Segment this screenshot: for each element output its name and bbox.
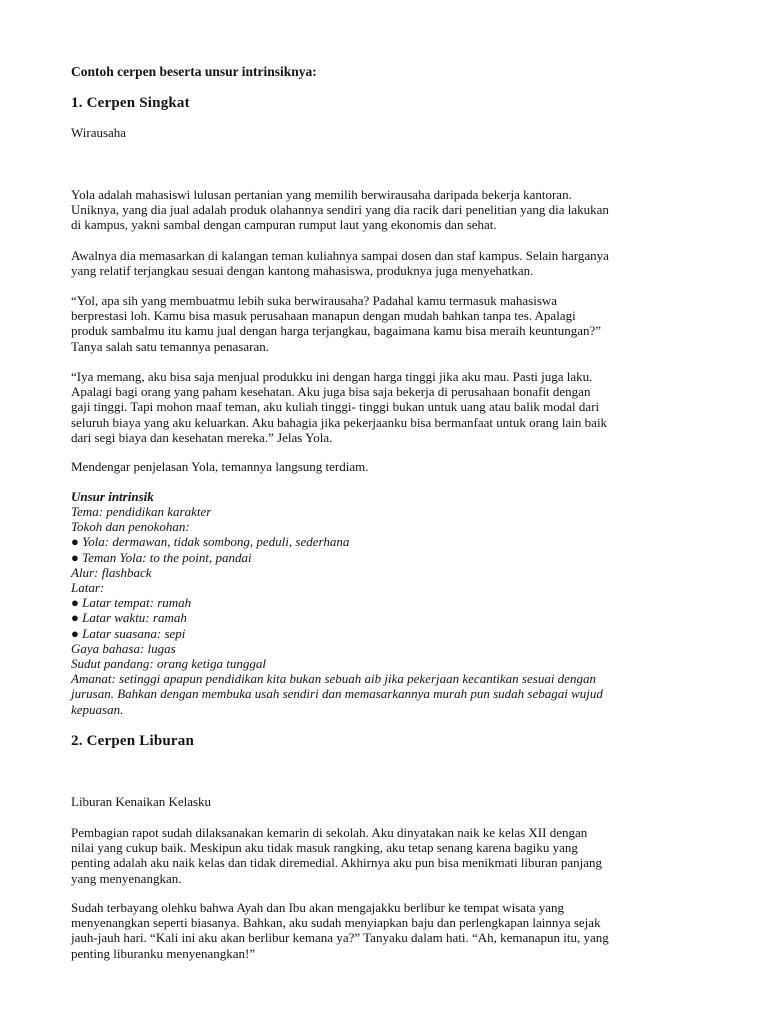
- unsur-intrinsik-list: Tema: pendidikan karakter Tokoh dan penokohan: ● Yola: dermawan, tidak sombong, peduli, sederhana ● Teman Yola: to the point, pandai Alur: flashback Latar: ● Latar tempat: rumah ● Latar waktu: ramah ● Latar suasana: sepi Gaya bahasa: lugas Sudut pandang: orang ketiga tunggal Amanat: setinggi apapun pendidikan kita bukan sebuah aib jika pekerjaan kecantikan sesuai dengan jurusan. Bahkan dengan membuka usah sendiri dan memasarkannya murah pun sudah sebagai wujud kepuasan.: [71, 504, 603, 717]
- story-paragraph: Sudah terbayang olehku bahwa Ayah dan Ibu akan mengajakku berlibur ke tempat wisata yang menyenangkan seperti biasanya. Bahkan, aku sudah menyiapkan baju dan perlengkapan lainnya sejak jauh-jauh hari. “Kali ini aku akan berlibur kemana ya?” Tanyaku dalam hati. “Ah, kemanapun itu, yang penting liburanku menyenangkan!”: [71, 900, 609, 961]
- section-heading-cerpen-liburan: 2. Cerpen Liburan: [71, 733, 194, 749]
- story-paragraph: Mendengar penjelasan Yola, temannya langsung terdiam.: [71, 459, 369, 474]
- section-heading-cerpen-singkat: 1. Cerpen Singkat: [71, 95, 190, 111]
- story-paragraph: “Yol, apa sih yang membuatmu lebih suka berwirausaha? Padahal kamu termasuk mahasiswa berprestasi loh. Kamu bisa masuk perusahaan manapun dengan mudah bahkan tanpa tes. Apalagi produk sambalmu itu kamu jual dengan harga terjangkau, bagaimana kamu bisa meraih keuntungan?” Tanya salah satu temannya penasaran.: [71, 293, 602, 354]
- story-paragraph: Awalnya dia memasarkan di kalangan teman kuliahnya sampai dosen dan staf kampus. Selain harganya yang relatif terjangkau sesuai dengan kantong mahasiswa, produknya juga menyehatkan.: [71, 248, 609, 279]
- document-intro-title: Contoh cerpen beserta unsur intrinsiknya:: [71, 64, 317, 79]
- story-title-liburan-kenaikan-kelasku: Liburan Kenaikan Kelasku: [71, 794, 212, 809]
- story-title-wirausaha: Wirausaha: [71, 125, 127, 140]
- story-paragraph: Pembagian rapot sudah dilaksanakan kemarin di sekolah. Aku dinyatakan naik ke kelas XII dengan nilai yang cukup baik. Meskipun aku tidak masuk rangking, aku tetap senang karena bagiku yang penting adalah aku naik kelas dan tidak diremedial. Akhirnya aku pun bisa menikmati liburan panjang yang menyenangkan.: [71, 825, 603, 886]
- story-paragraph: Yola adalah mahasiswi lulusan pertanian yang memilih berwirausaha daripada bekerja kantoran. Uniknya, yang dia jual adalah produk olahannya sendiri yang dia racik dari penelitian yang dia lakukan di kampus, yakni sambal dengan campuran rumput laut yang ekonomis dan sehat.: [71, 187, 609, 233]
- unsur-intrinsik-heading: Unsur intrinsik: [71, 489, 154, 504]
- story-paragraph: “Iya memang, aku bisa saja menjual produkku ini dengan harga tinggi jika aku mau. Pasti juga laku. Apalagi bagi orang yang paham kesehatan. Aku juga bisa saja bekerja di perusahaan bonafit dengan gaji tinggi. Tapi mohon maaf teman, aku kuliah tinggi- tinggi bukan untuk uang atau balik modal dari seluruh biaya yang aku keluarkan. Aku bahagia jika pekerjaanku bisa bermanfaat untuk orang lain baik dari segi biaya dan kesehatan mereka.” Jelas Yola.: [71, 369, 608, 445]
